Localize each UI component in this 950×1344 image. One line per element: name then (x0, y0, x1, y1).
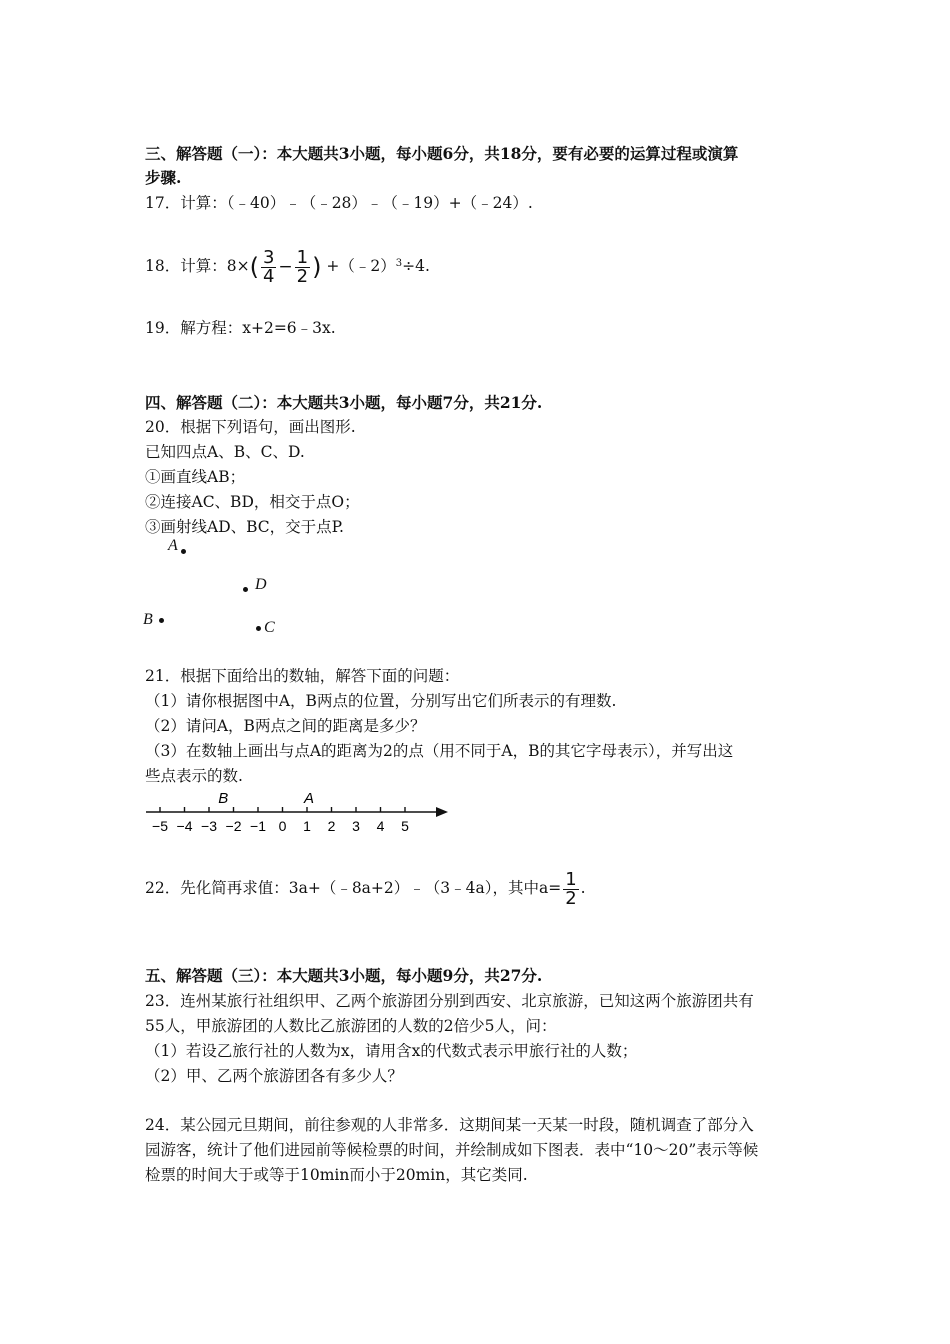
point-a-label: A (168, 537, 178, 554)
question-20-line-4: ②连接AC、BD，相交于点O； (145, 493, 360, 511)
q18-middle: +（﹣2） (326, 257, 396, 275)
number-line-arrow (436, 807, 448, 817)
question-24-line-3: 检票的时间大于或等于10min而小于20min，其它类同. (145, 1166, 528, 1184)
q22-prefix: 22．先化简再求值：3a+（﹣8a+2）﹣（3﹣4a），其中a= (145, 879, 562, 897)
section-4-title: 四、解答题（二）：本大题共3小题，每小题7分，共21分. (145, 393, 543, 412)
section-3-title: 三、解答题（一）：本大题共3小题，每小题6分，共18分，要有必要的运算过程或演算 (145, 144, 739, 163)
point-a-dot (181, 549, 186, 554)
point-c-label: C (264, 619, 275, 636)
q18-paren-close: ) (312, 253, 322, 281)
question-21-line-1: 21．根据下面给出的数轴，解答下面的问题： (145, 667, 460, 685)
point-b-dot (159, 618, 164, 623)
question-20-line-1: 20．根据下列语句，画出图形. (145, 418, 356, 436)
question-23-line-4: （2）甲、乙两个旅游团各有多少人？ (145, 1067, 403, 1085)
section-3-title-cont: 步骤. (145, 168, 182, 187)
question-23-line-1: 23．连州某旅行社组织甲、乙两个旅游团分别到西安、北京旅游，已知这两个旅游团共有 (145, 992, 754, 1010)
q22-fraction (563, 868, 578, 909)
question-23-line-3: （1）若设乙旅行社的人数为x，请用含x的代数式表示甲旅行社的人数； (145, 1042, 638, 1060)
question-21-line-5: 些点表示的数. (145, 767, 243, 785)
point-c-dot (256, 626, 261, 631)
number-line-label-b: B (218, 790, 229, 807)
number-line-tick-label: −2 (225, 818, 242, 834)
q18-fraction-2 (295, 246, 310, 287)
question-21-line-3: （2）请问A，B两点之间的距离是多少？ (145, 717, 426, 735)
q18-frac2-den: 2 (296, 265, 309, 287)
point-d-label: D (255, 576, 267, 593)
section-5-title: 五、解答题（三）：本大题共3小题，每小题9分，共27分. (145, 966, 543, 985)
question-21-line-4: （3）在数轴上画出与点A的距离为2的点（用不同于A，B的其它字母表示），并写出这 (145, 742, 734, 760)
point-d-dot (243, 587, 248, 592)
question-19: 19．解方程：x+2=6﹣3x. (145, 319, 336, 337)
question-18 (145, 246, 430, 287)
q18-fraction-1 (261, 246, 276, 287)
number-line-tick-label: −5 (152, 818, 168, 834)
number-line-tick-label: 0 (278, 818, 287, 834)
number-line-tick-label: 2 (327, 818, 336, 834)
q18-frac1-den: 4 (262, 265, 275, 287)
number-line-tick-label: 3 (352, 818, 360, 834)
question-24-line-2: 园游客，统计了他们进园前等候检票的时间，并绘制成如下图表．表中“10～20”表示等候 (145, 1141, 759, 1159)
number-line-label-a: A (303, 790, 315, 807)
point-b-label: B (143, 611, 153, 628)
number-line-tick-label: 5 (401, 818, 409, 834)
number-line-tick-label: −4 (176, 818, 193, 834)
number-line-tick-label: −1 (250, 818, 266, 834)
q22-frac-den: 2 (565, 887, 577, 909)
number-line-tick-label: −3 (201, 818, 217, 834)
question-20-line-2: 已知四点A、B、C、D. (145, 443, 305, 461)
q18-paren-open: ( (249, 253, 259, 281)
question-20-line-3: ①画直线AB； (145, 468, 246, 486)
question-17: 17．计算：（﹣40）﹣（﹣28）﹣（﹣19）+（﹣24）. (145, 194, 533, 212)
question-22 (145, 868, 586, 909)
question-20-line-5: ③画射线AD、BC，交于点P. (145, 518, 344, 536)
q18-frac2-num: 1 (296, 246, 309, 268)
number-line-tick-label: 4 (376, 818, 385, 834)
q18-suffix: ÷4. (402, 257, 430, 275)
q18-prefix: 18．计算：8× (145, 257, 250, 275)
number-line (140, 784, 460, 840)
q18-minus: − (278, 257, 293, 277)
q22-frac-num: 1 (565, 868, 577, 890)
question-21-line-2: （1）请你根据图中A，B两点的位置，分别写出它们所表示的有理数. (145, 692, 617, 710)
question-23-line-2: 55人，甲旅游团的人数比乙旅游团的人数的2倍少5人，问： (145, 1017, 557, 1035)
q18-exponent: 3 (395, 258, 403, 269)
q18-frac1-num: 3 (262, 246, 275, 268)
q22-suffix: . (580, 879, 586, 897)
number-line-tick-label: 1 (303, 818, 311, 834)
question-24-line-1: 24．某公园元旦期间，前往参观的人非常多．这期间某一天某一时段，随机调查了部分入 (145, 1116, 754, 1134)
